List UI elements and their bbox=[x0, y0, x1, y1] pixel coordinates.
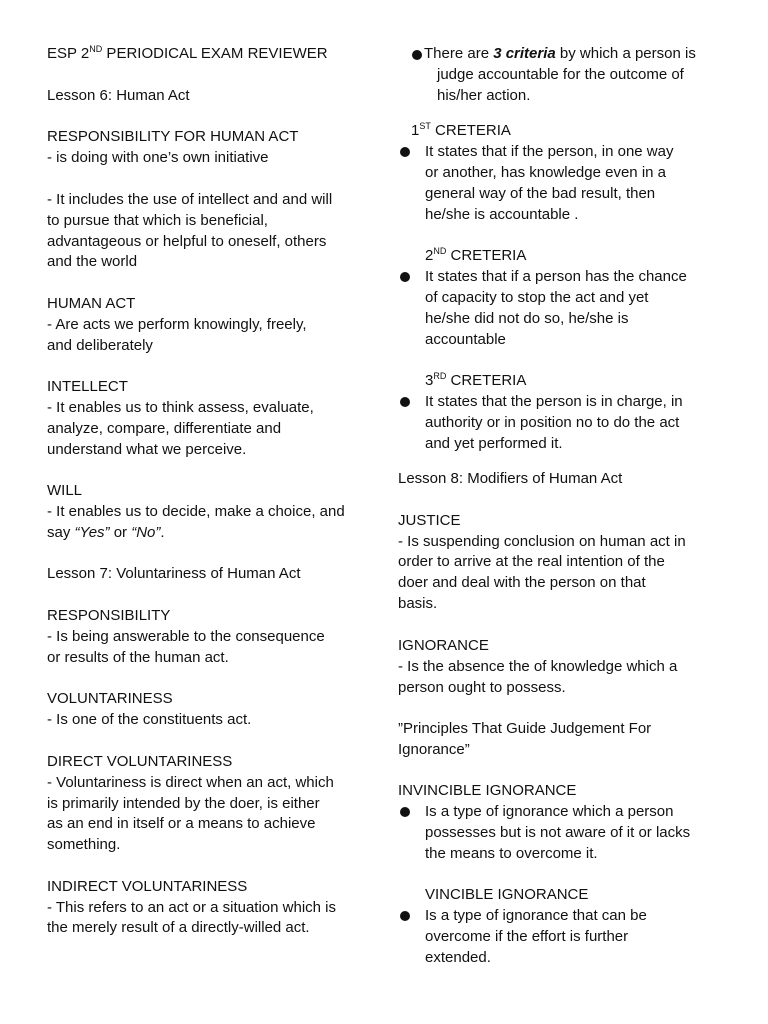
voluntariness-heading: VOLUNTARINESS bbox=[47, 690, 173, 707]
text-line: understand what we perceive. bbox=[47, 441, 247, 458]
text-line: - This refers to an act or a situation which is bbox=[47, 899, 337, 916]
text-line: of capacity to stop the act and yet bbox=[425, 289, 649, 306]
text-line: It states that if a person has the chance bbox=[425, 268, 687, 285]
text-line: It states that the person is in charge, in bbox=[425, 393, 683, 410]
text-line: extended. bbox=[425, 949, 491, 966]
text-line: person ought to possess. bbox=[398, 679, 566, 696]
text-line: Is a type of ignorance that can be bbox=[425, 907, 647, 924]
direct-voluntariness-heading: DIRECT VOLUNTARINESS bbox=[47, 753, 233, 770]
text-line: possesses but is not aware of it or lacks bbox=[425, 824, 691, 841]
text-line: Is a type of ignorance which a person bbox=[425, 803, 674, 820]
text-line: as an end in itself or a means to achieve bbox=[47, 815, 316, 832]
lesson6-heading: Lesson 6: Human Act bbox=[47, 87, 190, 104]
will-yes-no-line: say “Yes” or “No”. bbox=[47, 524, 165, 541]
indirect-voluntariness-heading: INDIRECT VOLUNTARINESS bbox=[47, 878, 248, 895]
text-line: is primarily intended by the doer, is either bbox=[47, 795, 320, 812]
criteria-3-heading: 3RD CRETERIA bbox=[425, 371, 527, 389]
responsibility-for-human-act-definition: - is doing with one’s own initiative bbox=[47, 149, 269, 166]
will-heading: WILL bbox=[47, 482, 83, 499]
intellect-heading: INTELLECT bbox=[47, 378, 128, 395]
principles-heading: ”Principles That Guide Judgement For bbox=[398, 720, 652, 737]
text-line: to pursue that which is beneficial, bbox=[47, 212, 268, 229]
criteria-1-heading: 1ST CRETERIA bbox=[411, 121, 511, 139]
bullet-icon bbox=[412, 50, 422, 60]
text-line: and deliberately bbox=[47, 337, 153, 354]
text-line: - Is the absence the of knowledge which a bbox=[398, 658, 678, 675]
text-line: his/her action. bbox=[437, 87, 531, 104]
text-line: - Are acts we perform knowingly, freely, bbox=[47, 316, 307, 333]
text-line: or another, has knowledge even in a bbox=[425, 164, 667, 181]
text-line: It states that if the person, in one way bbox=[425, 143, 674, 160]
text-line: he/she did not do so, he/she is bbox=[425, 310, 629, 327]
text-line: - Is suspending conclusion on human act in bbox=[398, 533, 686, 550]
principles-heading: Ignorance” bbox=[398, 741, 470, 758]
text-line: he/she is accountable . bbox=[425, 206, 579, 223]
text-line: analyze, compare, differentiate and bbox=[47, 420, 282, 437]
text-line: and yet performed it. bbox=[425, 435, 563, 452]
ignorance-heading: IGNORANCE bbox=[398, 637, 489, 654]
text-line: - It enables us to think assess, evaluate, bbox=[47, 399, 314, 416]
criteria-intro: There are 3 criteria by which a person is bbox=[424, 45, 696, 62]
text-line: - Is one of the constituents act. bbox=[47, 711, 252, 728]
bullet-icon bbox=[400, 807, 410, 817]
text-line: basis. bbox=[398, 595, 438, 612]
text-line: something. bbox=[47, 836, 121, 853]
responsibility-for-human-act-heading: RESPONSIBILITY FOR HUMAN ACT bbox=[47, 128, 299, 145]
bullet-icon bbox=[400, 147, 410, 157]
text-line: order to arrive at the real intention of the bbox=[398, 553, 665, 570]
page-title: ESP 2ND PERIODICAL EXAM REVIEWER bbox=[47, 44, 328, 62]
text-line: - It enables us to decide, make a choice, and bbox=[47, 503, 345, 520]
text-line: advantageous or helpful to oneself, others bbox=[47, 233, 327, 250]
text-line: or results of the human act. bbox=[47, 649, 229, 666]
bullet-icon bbox=[400, 272, 410, 282]
responsibility-heading: RESPONSIBILITY bbox=[47, 607, 171, 624]
text-line: judge accountable for the outcome of bbox=[437, 66, 684, 83]
text-line: - It includes the use of intellect and and will bbox=[47, 191, 333, 208]
bullet-icon bbox=[400, 397, 410, 407]
text-line: - Voluntariness is direct when an act, which bbox=[47, 774, 334, 791]
text-line: the merely result of a directly-willed act. bbox=[47, 919, 310, 936]
vincible-ignorance-heading: VINCIBLE IGNORANCE bbox=[425, 886, 589, 903]
justice-heading: JUSTICE bbox=[398, 512, 461, 529]
lesson7-heading: Lesson 7: Voluntariness of Human Act bbox=[47, 565, 301, 582]
criteria-2-heading: 2ND CRETERIA bbox=[425, 246, 527, 264]
invincible-ignorance-heading: INVINCIBLE IGNORANCE bbox=[398, 782, 577, 799]
human-act-heading: HUMAN ACT bbox=[47, 295, 136, 312]
text-line: overcome if the effort is further bbox=[425, 928, 629, 945]
lesson8-heading: Lesson 8: Modifiers of Human Act bbox=[398, 470, 623, 487]
text-line: doer and deal with the person on that bbox=[398, 574, 646, 591]
bullet-icon bbox=[400, 911, 410, 921]
text-line: the means to overcome it. bbox=[425, 845, 598, 862]
text-line: - Is being answerable to the consequence bbox=[47, 628, 325, 645]
text-line: authority or in position no to do the act bbox=[425, 414, 680, 431]
text-line: accountable bbox=[425, 331, 506, 348]
text-line: and the world bbox=[47, 253, 138, 270]
text-line: general way of the bad result, then bbox=[425, 185, 656, 202]
